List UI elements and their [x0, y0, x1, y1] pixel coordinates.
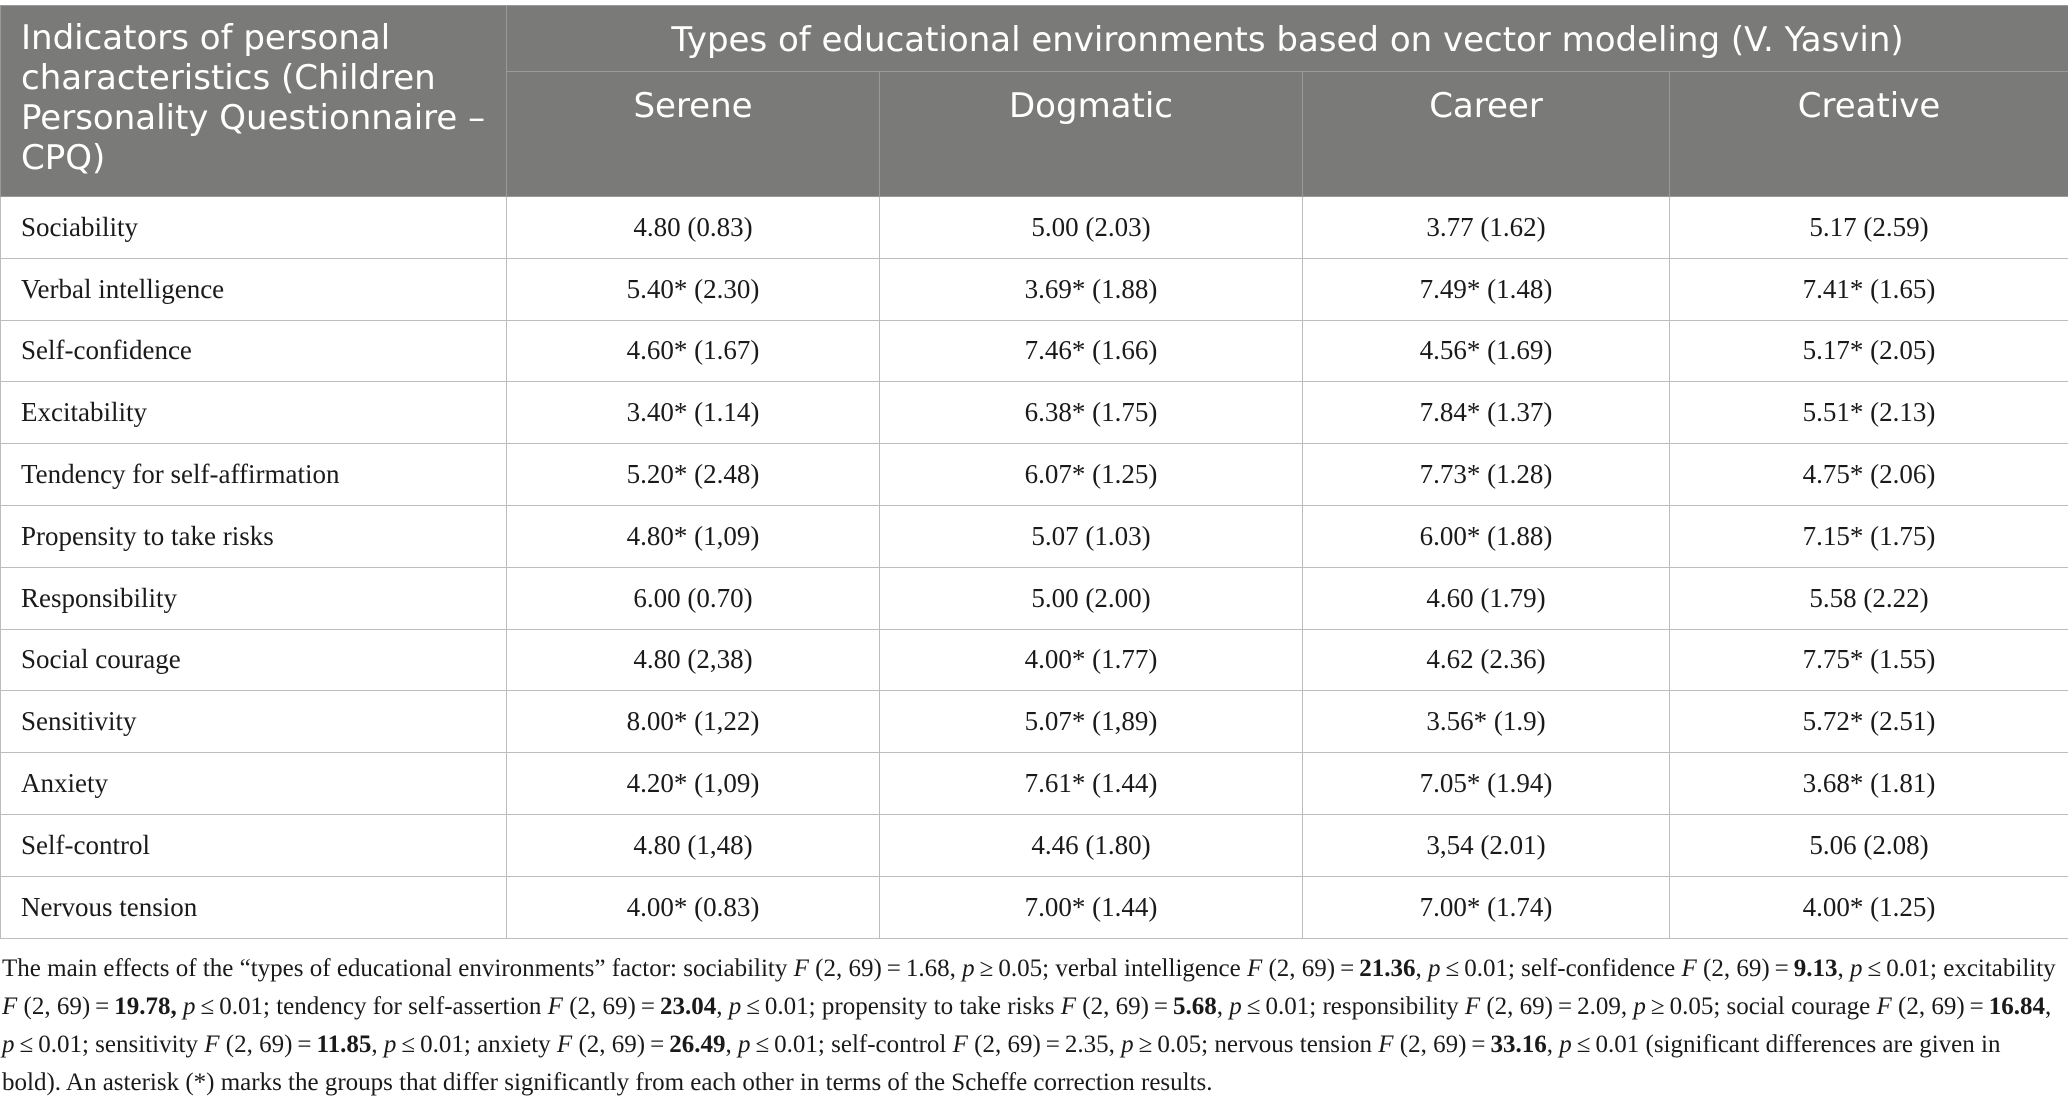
table-cell: 3.68* (1.81) [1670, 753, 2068, 815]
footnote-segment: F [1378, 1031, 1394, 1058]
footnote-segment: F [1876, 993, 1892, 1020]
row-label: Self-control [1, 814, 507, 876]
table-cell: 7.41* (1.65) [1670, 258, 2068, 320]
table-cell: 7.49* (1.48) [1303, 258, 1670, 320]
footnote-segment: (2, 69) = [1393, 1031, 1491, 1058]
table-cell: 7.46* (1.66) [880, 320, 1303, 382]
table-cell: 4.56* (1.69) [1303, 320, 1670, 382]
footnote-segment: 21.36 [1359, 955, 1416, 982]
table-row [1, 258, 2068, 320]
footnote-segment: , [725, 1031, 738, 1058]
footnote-segment: , [1415, 955, 1428, 982]
footnote-segment: 11.85 [316, 1031, 372, 1058]
table-cell: 5.07* (1,89) [880, 691, 1303, 753]
table-cell: 5.58 (2.22) [1670, 567, 2068, 629]
table-cell: 4.75* (2.06) [1670, 444, 2068, 506]
footnote-segment: p [1427, 955, 1441, 982]
footnote-segment: 5.68 [1173, 993, 1217, 1020]
footnote-segment: p [962, 955, 975, 982]
row-label: Self-confidence [1, 320, 507, 382]
group-header: Types of educational environments based on vector modeling (V. Yasvin) [507, 6, 2068, 72]
table-cell: 5.51* (2.13) [1670, 382, 2068, 444]
footnote-segment: ≤ 0.01; excitability [1862, 955, 2056, 982]
row-label: Nervous tension [1, 876, 507, 938]
table-cell: 5.17* (2.05) [1670, 320, 2068, 382]
footnote-segment: p [383, 1031, 397, 1058]
table-cell: 4.80 (2,38) [507, 629, 880, 691]
table-cell: 4.46 (1.80) [880, 814, 1303, 876]
footnote-segment: ≥ 0.05; verbal intelligence [974, 955, 1247, 982]
footnote-segment: 9.13 [1793, 955, 1838, 982]
table-cell: 3.40* (1.14) [507, 382, 880, 444]
table-cell: 7.73* (1.28) [1303, 444, 1670, 506]
row-label: Responsibility [1, 567, 507, 629]
footnote-segment: (2, 69) = [1891, 993, 1989, 1020]
table-row [1, 629, 2068, 691]
footnote-segment: F [547, 993, 563, 1020]
footnote-segment: p [1121, 1031, 1134, 1058]
table-cell: 4.60 (1.79) [1303, 567, 1670, 629]
row-label: Anxiety [1, 753, 507, 815]
footnote-segment: (2, 69) = [219, 1031, 317, 1058]
table-cell: 7.61* (1.44) [880, 753, 1303, 815]
footnote-segment: 26.49 [669, 1031, 726, 1058]
table-cell: 4.80* (1,09) [507, 505, 880, 567]
footnote-segment: ≥ 0.05; nervous tension [1133, 1031, 1379, 1058]
footnote-segment: (2, 69) = 2.35, [967, 1031, 1122, 1058]
footnote-segment: (2, 69) = [572, 1031, 670, 1058]
column-header-career: Career [1303, 72, 1670, 197]
column-header-serene: Serene [507, 72, 880, 197]
footnote-segment: (2, 69) = 1.68, [808, 955, 963, 982]
table-cell: 4.20* (1,09) [507, 753, 880, 815]
row-label: Verbal intelligence [1, 258, 507, 320]
table-cell: 4.80 (0.83) [507, 197, 880, 259]
table-cell: 5.07 (1.03) [880, 505, 1303, 567]
table-cell: 4.00* (1.77) [880, 629, 1303, 691]
table-cell: 4.00* (1.25) [1670, 876, 2068, 938]
footnote-segment: p [2, 1031, 15, 1058]
footnote-segment: (2, 69) = [1696, 955, 1794, 982]
table-cell: 7.84* (1.37) [1303, 382, 1670, 444]
footnote-segment: 16.84 [1988, 993, 2046, 1020]
table-cell: 4.00* (0.83) [507, 876, 880, 938]
table-body [1, 197, 2068, 939]
footnote-segment: F [952, 1031, 968, 1058]
table-cell: 7.15* (1.75) [1670, 505, 2068, 567]
footnote-segment: p [1850, 955, 1863, 982]
column-header-dogmatic: Dogmatic [880, 72, 1303, 197]
corner-header: Indicators of personal characteristics (Children Personality Questionnaire – CPQ) [1, 6, 507, 197]
table-row [1, 382, 2068, 444]
table-cell: 3.56* (1.9) [1303, 691, 1670, 753]
footnote-segment: p [728, 993, 742, 1020]
footnote-segment: F [1681, 955, 1697, 982]
footnote-segment: , [2045, 993, 2052, 1020]
table-cell: 5.06 (2.08) [1670, 814, 2068, 876]
table-cell: 7.75* (1.55) [1670, 629, 2068, 691]
table-row [1, 505, 2068, 567]
table-cell: 3.77 (1.62) [1303, 197, 1670, 259]
table-cell: 6.00* (1.88) [1303, 505, 1670, 567]
footnote-segment: ≤ 0.01; self-confidence [1440, 955, 1682, 982]
table-cell: 3.69* (1.88) [880, 258, 1303, 320]
row-label: Propensity to take risks [1, 505, 507, 567]
footnote-segment: , [1216, 993, 1230, 1020]
table-cell: 6.38* (1.75) [880, 382, 1303, 444]
row-label: Excitability [1, 382, 507, 444]
footnote-segment: , [716, 993, 729, 1020]
table-row [1, 320, 2068, 382]
footnote-segment: , [371, 1031, 384, 1058]
footnote-segment: , [1837, 955, 1851, 982]
footnote-segment: 33.16 [1490, 1031, 1547, 1058]
table-cell: 4.80 (1,48) [507, 814, 880, 876]
row-label: Sociability [1, 197, 507, 259]
footnote-segment: p [737, 1031, 751, 1058]
table-cell: 5.20* (2.48) [507, 444, 880, 506]
table-cell: 7.00* (1.44) [880, 876, 1303, 938]
footnote-segment: ≤ 0.01; tendency for self-assertion [195, 993, 548, 1020]
table-cell: 8.00* (1,22) [507, 691, 880, 753]
footnote-segment: F [1464, 993, 1481, 1020]
table-cell: 4.62 (2.36) [1303, 629, 1670, 691]
footnote-segment: F [2, 993, 18, 1020]
table-row [1, 691, 2068, 753]
footnote-segment: ≤ 0.01; self-control [750, 1031, 953, 1058]
footnote-segment: F [556, 1031, 573, 1058]
table-cell: 7.05* (1.94) [1303, 753, 1670, 815]
row-label: Sensitivity [1, 691, 507, 753]
table-row [1, 197, 2068, 259]
footnote-segment: (2, 69) = [562, 993, 660, 1020]
footnote-segment: 19.78, [114, 993, 177, 1020]
table-cell: 6.07* (1.25) [880, 444, 1303, 506]
table-cell: 5.17 (2.59) [1670, 197, 2068, 259]
footnote-segment: p [1559, 1031, 1572, 1058]
footnote-segment: ≥ 0.05; social courage [1645, 993, 1877, 1020]
footnote-segment: p [183, 993, 196, 1020]
column-header-creative: Creative [1670, 72, 2068, 197]
table-row [1, 753, 2068, 815]
footnote-segment: ≤ 0.01 (significant differences are given in bold). An asterisk (*) marks the groups that differ significantly from each other in terms of the Scheffe correction results. [2, 1031, 2001, 1096]
footnote-segment: F [204, 1031, 220, 1058]
footnote-segment: F [1060, 993, 1077, 1020]
table-cell: 5.40* (2.30) [507, 258, 880, 320]
table-cell: 6.00 (0.70) [507, 567, 880, 629]
table-cell: 7.00* (1.74) [1303, 876, 1670, 938]
footnote-segment: ≤ 0.01; propensity to take risks [741, 993, 1061, 1020]
table-footnote [2, 950, 2062, 1102]
footnote-segment: The main effects of the “types of educational environments” factor: sociability [2, 955, 794, 982]
table-row [1, 444, 2068, 506]
table-cell: 3,54 (2.01) [1303, 814, 1670, 876]
footnote-segment: F [793, 955, 809, 982]
footnote-segment: ≤ 0.01; responsibility [1241, 993, 1465, 1020]
table-header [1, 6, 2068, 197]
footnote-segment: (2, 69) = [17, 993, 115, 1020]
footnote-segment: (2, 69) = [1076, 993, 1174, 1020]
row-label: Social courage [1, 629, 507, 691]
footnote-segment: , [1546, 1031, 1560, 1058]
table-row [1, 567, 2068, 629]
footnote-segment: (2, 69) = [1262, 955, 1360, 982]
footnote-segment: p [1229, 993, 1242, 1020]
table-cell: 4.60* (1.67) [507, 320, 880, 382]
table-row [1, 814, 2068, 876]
table-cell: 5.00 (2.03) [880, 197, 1303, 259]
table-cell: 5.00 (2.00) [880, 567, 1303, 629]
row-label: Tendency for self-affirmation [1, 444, 507, 506]
table-cell: 5.72* (2.51) [1670, 691, 2068, 753]
footnote-segment: 23.04 [659, 993, 717, 1020]
table-row [1, 876, 2068, 938]
footnote-segment: ≤ 0.01; anxiety [396, 1031, 557, 1058]
footnote-segment: F [1246, 955, 1263, 982]
results-table [0, 5, 2068, 939]
footnote-segment: (2, 69) = 2.09, [1480, 993, 1634, 1020]
footnote-segment: ≤ 0.01; sensitivity [14, 1031, 205, 1058]
footnote-segment: p [1633, 993, 1646, 1020]
